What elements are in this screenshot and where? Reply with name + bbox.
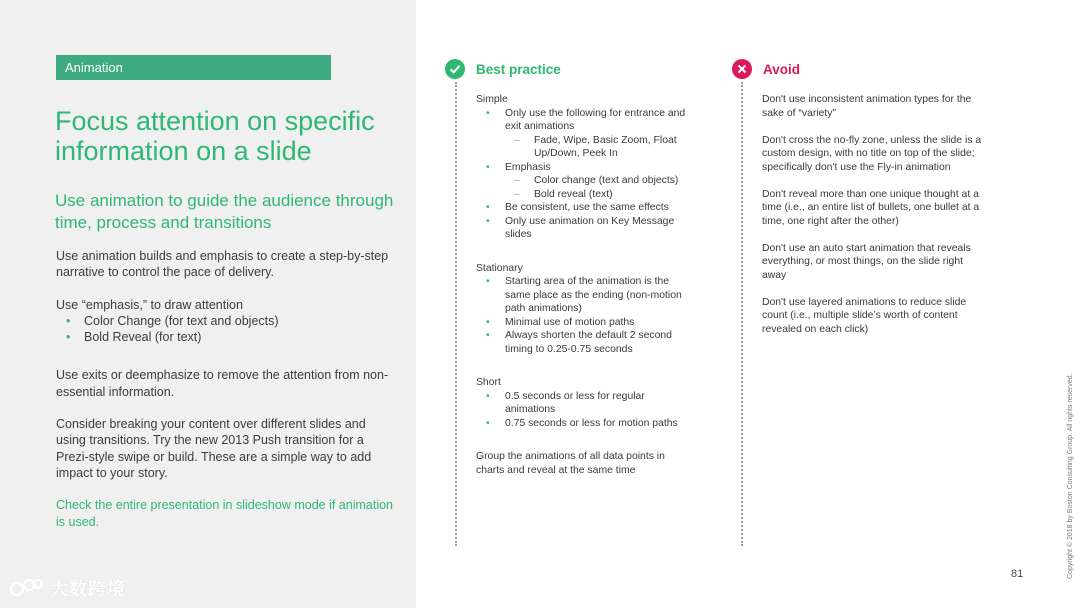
- sub-list-item: – Fade, Wipe, Basic Zoom, Float Up/Down, Peek In: [534, 134, 691, 161]
- simple-list: [476, 107, 691, 242]
- column-divider: [455, 82, 457, 546]
- left-body: [56, 248, 396, 546]
- list-item: • Only use animation on Key Message slides: [505, 215, 691, 242]
- avoid-item: Don't cross the no-fly zone, unless the slide is a custom design, with no title on top of the slide; specifically don't use the Fly-in animation: [762, 134, 982, 173]
- copyright-notice: Copyright © 2018 by Boston Consulting Group. All rights reserved.: [1067, 373, 1074, 579]
- list-item: • Starting area of the animation is the same place as the ending (non-motion path animations): [505, 275, 691, 316]
- list-item: • Minimal use of motion paths: [505, 316, 691, 330]
- body-paragraph: Use exits or deemphasize to remove the attention from non-essential information.: [56, 368, 389, 399]
- avoid-text: [762, 93, 982, 350]
- list-item: • 0.75 seconds or less for motion paths: [505, 417, 691, 431]
- section-title-simple: Simple: [476, 94, 508, 105]
- left-panel: [0, 0, 416, 608]
- slide-title: Focus attention on specific information on a slide: [55, 106, 375, 166]
- best-practice-title: Best practice: [476, 61, 561, 77]
- stationary-list: [476, 275, 691, 356]
- list-item: [505, 161, 691, 202]
- watermark-logo: [8, 574, 126, 602]
- avoid-item: Don't use inconsistent animation types for the sake of “variety”: [762, 94, 972, 119]
- avoid-heading: [732, 58, 800, 80]
- list-item-text: Emphasis: [505, 161, 551, 173]
- list-item: [505, 107, 691, 161]
- body-paragraph-highlight: Check the entire presentation in slideshow mode if animation is used.: [56, 498, 393, 529]
- list-item: • Color Change (for text and objects): [84, 313, 396, 329]
- avoid-item: Don't use an auto start animation that reveals everything, or most things, on the slide right away: [762, 242, 971, 281]
- closing-note: Group the animations of all data points in charts and reveal at the same time: [476, 451, 665, 476]
- avoid-item: Don't reveal more than one unique thought at a time (i.e., an entire list of bullets, one bullet at a time, one right after the other): [762, 188, 980, 227]
- sub-list-item: – Color change (text and objects): [534, 174, 691, 188]
- best-practice-heading: [445, 58, 561, 80]
- body-paragraph: Use “emphasis,” to draw attention: [56, 297, 243, 312]
- x-circle-icon: [732, 59, 752, 79]
- section-tag: Animation: [56, 55, 331, 80]
- avoid-item: Don't use layered animations to reduce slide count (i.e., multiple slide’s worth of content revealed on each click): [762, 296, 967, 335]
- list-item: • Be consistent, use the same effects: [505, 201, 691, 215]
- list-item: • Bold Reveal (for text): [84, 329, 396, 345]
- list-item: • Always shorten the default 2 second timing to 0.25-0.75 seconds: [505, 329, 691, 356]
- avoid-title: Avoid: [763, 61, 800, 77]
- list-item-text: Only use the following for entrance and exit animations: [505, 107, 686, 132]
- sub-list-item: – Bold reveal (text): [534, 188, 691, 202]
- sub-list: [505, 134, 691, 161]
- section-title-short: Short: [476, 377, 501, 388]
- sub-list: [505, 174, 691, 201]
- emphasis-list: [56, 313, 396, 346]
- body-paragraph: Consider breaking your content over different slides and using transitions. Try the new 2013 Push transition for a Prezi-style swipe or build. These are a simple way to add impact to your story.: [56, 417, 372, 480]
- short-list: [476, 390, 691, 431]
- page-number: 81: [1011, 568, 1024, 580]
- watermark-text: 大数跨境: [50, 579, 126, 599]
- list-item: • 0.5 seconds or less for regular animations: [505, 390, 691, 417]
- watermark-icon: [8, 575, 44, 601]
- column-divider: [741, 82, 743, 546]
- check-circle-icon: [445, 59, 465, 79]
- section-title-stationary: Stationary: [476, 262, 523, 274]
- body-paragraph: Use animation builds and emphasis to create a step-by-step narrative to control the pace of delivery.: [56, 249, 389, 280]
- slide-subtitle: Use animation to guide the audience through time, process and transitions: [55, 191, 394, 232]
- best-practice-text: [476, 93, 691, 477]
